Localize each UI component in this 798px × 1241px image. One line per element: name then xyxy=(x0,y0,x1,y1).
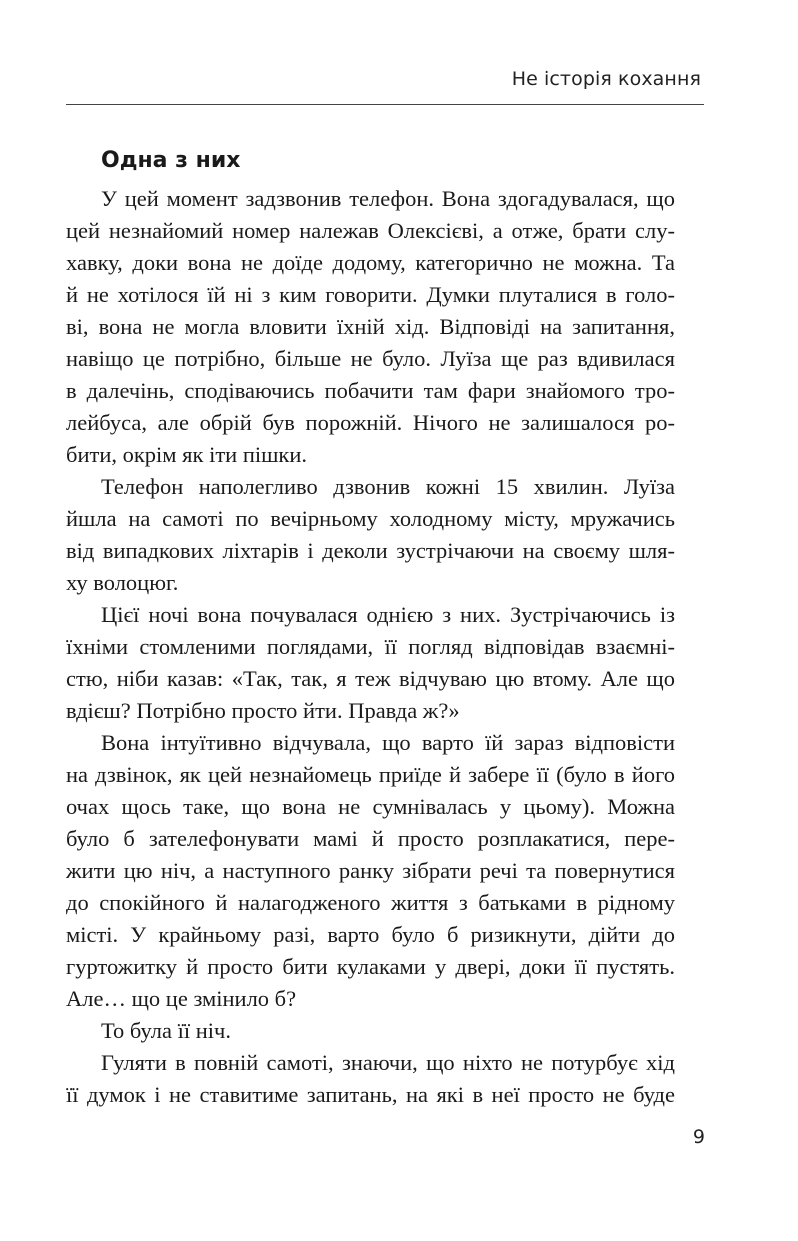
text-line: вдієш? Потрібно просто йти. Правда ж?» xyxy=(66,698,460,723)
text-line: її думок і не ставитиме запитань, на які в неї просто не буде xyxy=(66,1082,675,1107)
text-line: ху волоцюг. xyxy=(66,570,179,595)
text-line: лейбуса, але обрій був порожній. Нічого не залишалося ро- xyxy=(66,410,675,435)
header-rule xyxy=(66,104,704,105)
text-line: йшла на самоті по вечірньому холодному місту, мружачись xyxy=(66,506,675,531)
page-number: 9 xyxy=(692,1126,705,1148)
text-line: навіщо це потрібно, більше не було. Луїза ще раз вдивилася xyxy=(66,346,675,371)
text-line: То була її ніч. xyxy=(101,1018,231,1043)
text-line: гуртожитку й просто бити кулаками у двері, доки її пустять. xyxy=(66,954,675,979)
text-line: Цієї ночі вона почувалася однією з них. Зустрічаючись із xyxy=(101,602,675,627)
running-head: Не історія кохання xyxy=(511,68,701,90)
text-line: місті. У крайньому разі, варто було б ризикнути, дійти до xyxy=(66,922,675,947)
text-line: стю, ніби казав: «Так, так, я теж відчуваю цю втому. Але що xyxy=(66,666,675,691)
text-line: Телефон наполегливо дзвонив кожні 15 хвилин. Луїза xyxy=(101,474,675,499)
text-line: від випадкових ліхтарів і деколи зустрічаючи на своєму шля- xyxy=(66,538,675,563)
text-line: Вона інтуїтивно відчувала, що варто їй зараз відповісти xyxy=(101,730,675,755)
text-line: хавку, доки вона не доїде додому, категорично не можна. Та xyxy=(66,250,675,275)
text-line: було б зателефонувати мамі й просто розплакатися, пере- xyxy=(66,826,675,851)
text-line: Гуляти в повній самоті, знаючи, що ніхто не потурбує хід xyxy=(101,1050,675,1075)
text-line: Але… що це змінило б? xyxy=(66,986,297,1011)
text-line: ві, вона не могла вловити їхній хід. Відповіді на запитання, xyxy=(66,314,675,339)
text-line: до спокійного й налагодженого життя з батьками в рідному xyxy=(66,890,675,915)
text-line: очах щось таке, що вона не сумнівалась у цьому). Можна xyxy=(66,794,675,819)
section-title: Одна з них xyxy=(101,148,241,173)
text-line: У цей момент задзвонив телефон. Вона здогадувалася, що xyxy=(101,186,675,211)
text-line: в далечінь, сподіваючись побачити там фари знайомого тро- xyxy=(66,378,675,403)
text-line: й не хотілося їй ні з ким говорити. Думки плуталися в голо- xyxy=(66,282,675,307)
text-line: їхніми стомленими поглядами, її погляд відповідав взаємні- xyxy=(66,634,675,659)
text-line: жити цю ніч, а наступного ранку зібрати речі та повернутися xyxy=(66,858,675,883)
text-line: на дзвінок, як цей незнайомець приїде й забере її (було в його xyxy=(66,762,675,787)
text-line: бити, окрім як іти пішки. xyxy=(66,442,308,467)
text-line: цей незнайомий номер належав Олексієві, а отже, брати слу- xyxy=(66,218,675,243)
